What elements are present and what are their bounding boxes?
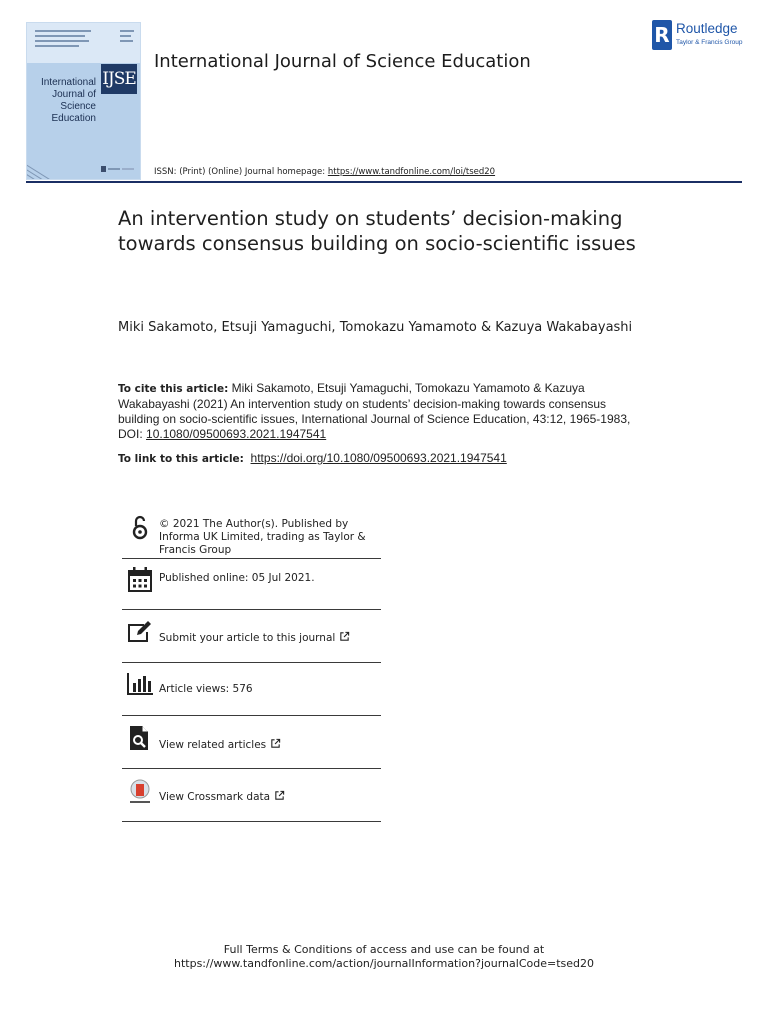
publisher-subtitle: Taylor & Francis Group xyxy=(676,39,743,46)
submit-link[interactable]: Submit your article to this journal xyxy=(159,631,381,645)
published-date: Published online: 05 Jul 2021. xyxy=(159,572,315,584)
publisher-name: Routledge xyxy=(676,21,738,36)
copyright-text: © 2021 The Author(s). Published by Informa UK Limited, trading as Taylor & Francis Group xyxy=(159,518,366,556)
related-row[interactable] xyxy=(122,716,381,769)
crossmark-row[interactable] xyxy=(122,769,381,822)
journal-name: International Journal of Science Education xyxy=(154,51,531,72)
crossmark-icon xyxy=(126,778,154,806)
routledge-r-icon: R xyxy=(652,20,672,50)
publisher-logo xyxy=(652,20,752,52)
open-access-icon xyxy=(126,514,154,542)
journal-cover xyxy=(26,22,141,180)
citation-label: To cite this article: xyxy=(118,383,229,395)
bar-chart-icon xyxy=(126,669,154,697)
footer-terms-link[interactable]: https://www.tandfonline.com/action/journalInformation?journalCode=tsed20 xyxy=(174,957,594,970)
article-views: Article views: 576 xyxy=(159,683,253,695)
issn-line xyxy=(154,166,495,178)
cover-title: International Journal of Science Education xyxy=(40,77,96,124)
submit-row[interactable] xyxy=(122,610,381,663)
calendar-icon xyxy=(126,565,154,593)
related-articles-link[interactable]: View related articles xyxy=(159,738,381,752)
citation-text: Miki Sakamoto, Etsuji Yamaguchi, Tomokazu Yamamoto & Kazuya Wakabayashi (2021) An intervention study on students’ decision-making towards consensus building on socio-scientific issues, International Journal of Science Education, 43:12, 1965-1983, DOI: xyxy=(118,381,631,441)
external-link-icon xyxy=(339,631,350,642)
article-link-line xyxy=(118,451,678,467)
edit-icon xyxy=(126,618,154,646)
views-row xyxy=(122,663,381,716)
external-link-icon xyxy=(274,790,285,801)
terms-footer xyxy=(100,943,668,971)
article-authors: Miki Sakamoto, Etsuji Yamaguchi, Tomokazu Yamamoto & Kazuya Wakabayashi xyxy=(118,320,633,335)
article-title: An intervention study on students’ decision-making towards consensus building on socio-scientific issues xyxy=(118,207,636,255)
open-access-row xyxy=(122,506,381,559)
citation-doi-link[interactable]: 10.1080/09500693.2021.1947541 xyxy=(146,427,327,441)
link-label: To link to this article: xyxy=(118,453,244,465)
related-search-icon xyxy=(126,724,154,752)
issn-text: ISSN: (Print) (Online) Journal homepage: xyxy=(154,167,328,177)
citation-block xyxy=(118,381,648,442)
header-divider xyxy=(26,181,742,183)
journal-homepage-link[interactable]: https://www.tandfonline.com/loi/tsed20 xyxy=(327,167,496,177)
article-doi-link[interactable]: https://doi.org/10.1080/09500693.2021.1947541 xyxy=(250,451,507,465)
footer-text: Full Terms & Conditions of access and use can be found at xyxy=(223,943,545,956)
crossmark-link[interactable]: View Crossmark data xyxy=(159,790,381,804)
external-link-icon xyxy=(270,738,281,749)
published-row xyxy=(122,559,381,610)
journal-logo: IJSE xyxy=(101,64,137,94)
